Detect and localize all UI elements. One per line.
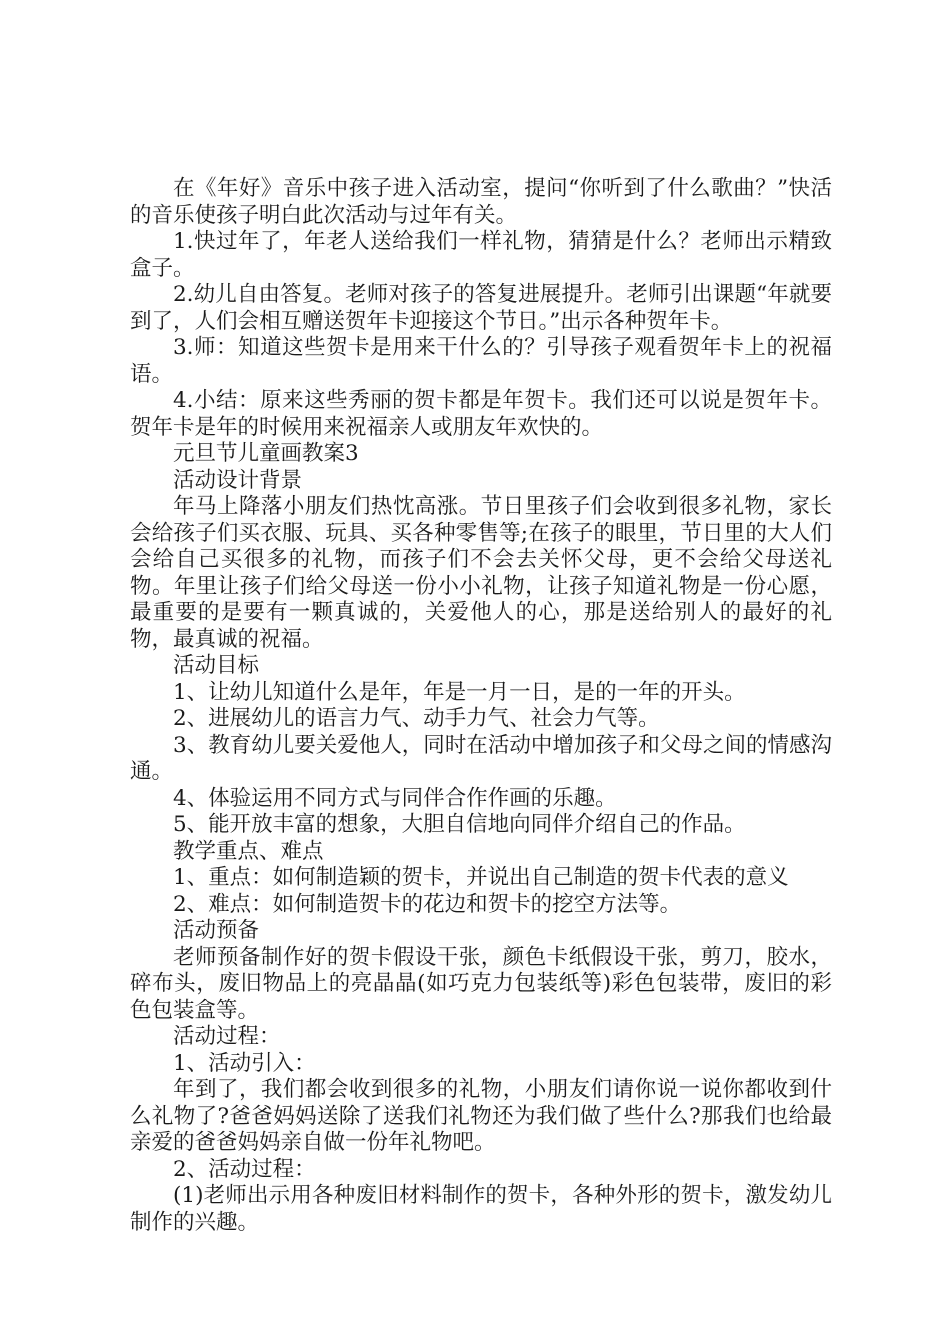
section-title-lesson-3: 元旦节儿童画教案3 xyxy=(173,441,359,466)
goal-item-2: 2、进展幼儿的语言力气、动手力气、社会力气等。 xyxy=(173,706,660,731)
key-point-2: 2、难点：如何制造贺卡的花边和贺卡的挖空方法等。 xyxy=(173,891,682,917)
heading-key-points: 教学重点、难点 xyxy=(173,838,324,864)
paragraph-intro: 在《年好》音乐中孩子进入活动室，提问“你听到了什么歌曲？”快活的音乐使孩子明白此次活动与过年有关。 xyxy=(130,176,832,228)
subheading-introduction: 1、活动引入： xyxy=(173,1050,316,1076)
heading-design-background: 活动设计背景 xyxy=(173,467,303,493)
paragraph-step-1: 1.快过年了，年老人送给我们一样礼物，猜猜是什么？老师出示精致盒子。 xyxy=(130,229,832,281)
heading-goals: 活动目标 xyxy=(173,653,260,678)
goal-item-4: 4、体验运用不同方式与同伴合作作画的乐趣。 xyxy=(173,785,617,811)
heading-preparation: 活动预备 xyxy=(173,918,260,943)
paragraph-background: 年马上降落小朋友们热忱高涨。节日里孩子们会收到很多礼物，家长会给孩子们买衣服、玩具、买各种零售等;在孩子的眼里，节日里的大人们会给自己买很多的礼物，而孩子们不会去关怀父母，更不会给父母送礼物。年里让孩子们给父母送一份小小礼物，让孩子知道礼物是一份心愿，最重要的是要有一颗真诚的，关爱他人的心，那是送给别人的最好的礼物，最真诚的祝福。 xyxy=(130,494,832,652)
paragraph-step-2: 2.幼儿自由答复。老师对孩子的答复进展提升。老师引出课题“年就要到了，人们会相互赠送贺年卡迎接这个节日。”出示各种贺年卡。 xyxy=(130,282,832,334)
goal-item-5: 5、能开放丰富的想象，大胆自信地向同伴介绍自己的作品。 xyxy=(173,812,746,837)
paragraph-process-step-1: (1)老师出示用各种废旧材料制作的贺卡，各种外形的贺卡，激发幼儿制作的兴趣。 xyxy=(130,1183,832,1235)
paragraph-preparation: 老师预备制作好的贺卡假设干张，颜色卡纸假设干张，剪刀，胶水，碎布头，废旧物品上的亮晶晶(如巧克力包装纸等)彩色包装带，废旧的彩色包装盒等。 xyxy=(130,944,832,1023)
key-point-1: 1、重点：如何制造颖的贺卡，并说出自己制造的贺卡代表的意义 xyxy=(173,865,789,890)
paragraph-introduction: 年到了，我们都会收到很多的礼物，小朋友们请你说一说你都收到什么礼物了?爸爸妈妈送除了送我们礼物还为我们做了些什么?那我们也给最亲爱的爸爸妈妈亲自做一份年礼物吧。 xyxy=(130,1077,832,1155)
subheading-activity-process: 2、活动过程： xyxy=(173,1156,316,1182)
goal-item-1: 1、让幼儿知道什么是年，年是一月一日，是的一年的开头。 xyxy=(173,679,746,705)
document-body xyxy=(130,176,832,1236)
heading-process: 活动过程： xyxy=(173,1024,281,1049)
paragraph-step-3: 3.师：知道这些贺卡是用来干什么的？引导孩子观看贺年卡上的祝福语。 xyxy=(130,335,832,387)
goal-item-3: 3、教育幼儿要关爱他人，同时在活动中增加孩子和父母之间的情感沟通。 xyxy=(130,732,832,784)
paragraph-summary: 4.小结：原来这些秀丽的贺卡都是年贺卡。我们还可以说是贺年卡。贺年卡是年的时候用来祝福亲人或朋友年欢快的。 xyxy=(130,388,832,440)
